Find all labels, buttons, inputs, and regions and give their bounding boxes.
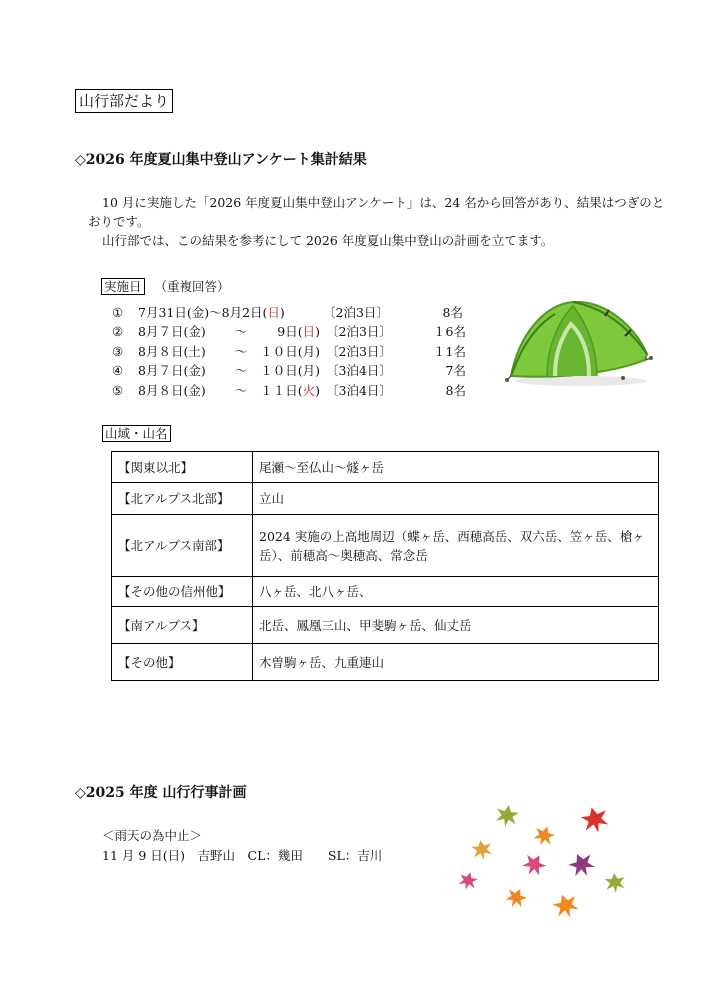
leaf-icon — [503, 885, 530, 912]
date-nights: 〔3泊4日〕 — [326, 363, 392, 379]
leaf-icon — [604, 872, 626, 894]
leaf-icon — [551, 891, 582, 922]
date-tilde: 〜 — [234, 324, 248, 340]
date-nights: 〔2泊3日〕 — [323, 305, 389, 320]
mountains-cell: 立山 — [253, 483, 659, 515]
date-from: 8月７日(金) — [138, 324, 206, 340]
date-count: 8名 — [445, 382, 466, 398]
intro-line-1: 10 月に実施した「2026 年度夏山集中登山アンケート」は、24 名から回答があり、結果はつぎのとおりです。 — [88, 195, 665, 229]
dates-label: 実施日 — [101, 278, 145, 295]
date-num: ③ — [112, 343, 124, 359]
table-row — [112, 644, 659, 681]
table-row — [112, 515, 659, 577]
area-cell: 【北アルプス南部】 — [112, 515, 253, 577]
leaf-icon — [470, 838, 493, 861]
mountains-cell: 北岳、鳳凰三山、甲斐駒ヶ岳、仙丈岳 — [253, 607, 659, 644]
area-cell: 【その他の信州他】 — [112, 577, 253, 607]
survey-heading: ◇2026 年度夏山集中登山アンケート集計結果 — [75, 152, 367, 168]
mountains-cell: 2024 実施の上高地周辺（蝶ヶ岳、西穂高岳、双六岳、笠ヶ岳、槍ヶ岳）、前穂高〜奥穂高、常念岳 — [253, 515, 659, 577]
date-from: 8月８日(土) — [138, 343, 206, 359]
leaf-icon — [457, 870, 479, 892]
mountains-cell: 木曽駒ヶ岳、九重連山 — [253, 644, 659, 681]
date-row — [112, 361, 466, 380]
dates-list — [112, 303, 466, 400]
date-num: ① — [112, 305, 124, 320]
area-cell: 【北アルプス北部】 — [112, 483, 253, 515]
date-row — [112, 303, 466, 322]
date-tilde: 〜 — [234, 343, 248, 359]
cancel-note: ＜雨天の為中止＞ — [102, 828, 203, 843]
date-to: １０日(月) — [260, 363, 320, 379]
date-num: ② — [112, 324, 124, 340]
date-tilde: 〜 — [234, 363, 248, 379]
date-num: ④ — [112, 363, 124, 379]
tent-icon — [505, 296, 655, 388]
date-num: ⑤ — [112, 382, 124, 398]
date-to: １０日(月) — [260, 343, 320, 359]
date-count: １1名 — [433, 343, 466, 359]
table-row — [112, 577, 659, 607]
table-row — [112, 452, 659, 483]
survey-intro — [88, 193, 668, 250]
area-cell: 【関東以北】 — [112, 452, 253, 483]
plan-details — [102, 826, 382, 866]
intro-line-2: 山行部では、この結果を参考にして 2026 年度夏山集中登山の計画を立てます。 — [102, 233, 554, 248]
dates-note: （重複回答） — [154, 279, 230, 294]
date-to: １１日(火) — [260, 382, 320, 398]
date-from: 8月７日(金) — [138, 363, 206, 379]
areas-label: 山域・山名 — [102, 425, 171, 442]
dates-label-row — [101, 277, 230, 295]
areas-label-row — [102, 425, 171, 442]
date-nights: 〔2泊3日〕 — [326, 324, 392, 340]
date-row — [112, 342, 466, 361]
table-row — [112, 483, 659, 515]
leaf-icon — [519, 850, 549, 880]
leaf-icon — [566, 849, 598, 881]
date-count: 8名 — [442, 305, 463, 320]
date-row — [112, 322, 466, 341]
date-count: 7名 — [445, 363, 466, 379]
newsletter-title: 山行部だより — [75, 89, 173, 113]
mountains-cell: 尾瀬〜至仏山〜燧ヶ岳 — [253, 452, 659, 483]
area-cell: 【その他】 — [112, 644, 253, 681]
autumn-leaves-icon — [455, 800, 635, 925]
date-to: 9日(日) — [277, 324, 320, 340]
date-row — [112, 381, 466, 400]
leaf-icon — [494, 803, 519, 828]
leaf-icon — [579, 804, 611, 836]
areas-table — [111, 451, 659, 681]
plan-event: 11 月 9 日(日) 吉野山 CL：幾田 SL：吉川 — [102, 848, 383, 863]
date-nights: 〔2泊3日〕 — [326, 343, 392, 359]
table-row — [112, 607, 659, 644]
date-count: １6名 — [433, 324, 466, 340]
area-cell: 【南アルプス】 — [112, 607, 253, 644]
plan-heading: ◇2025 年度 山行行事計画 — [75, 785, 247, 801]
date-tilde: 〜 — [234, 382, 248, 398]
leaf-icon — [531, 823, 557, 849]
date-nights: 〔3泊4日〕 — [326, 382, 392, 398]
mountains-cell: 八ヶ岳、北八ヶ岳、 — [253, 577, 659, 607]
date-range: 7月31日(金)〜8月2日(日) — [138, 305, 285, 320]
date-from: 8月８日(金) — [138, 382, 206, 398]
